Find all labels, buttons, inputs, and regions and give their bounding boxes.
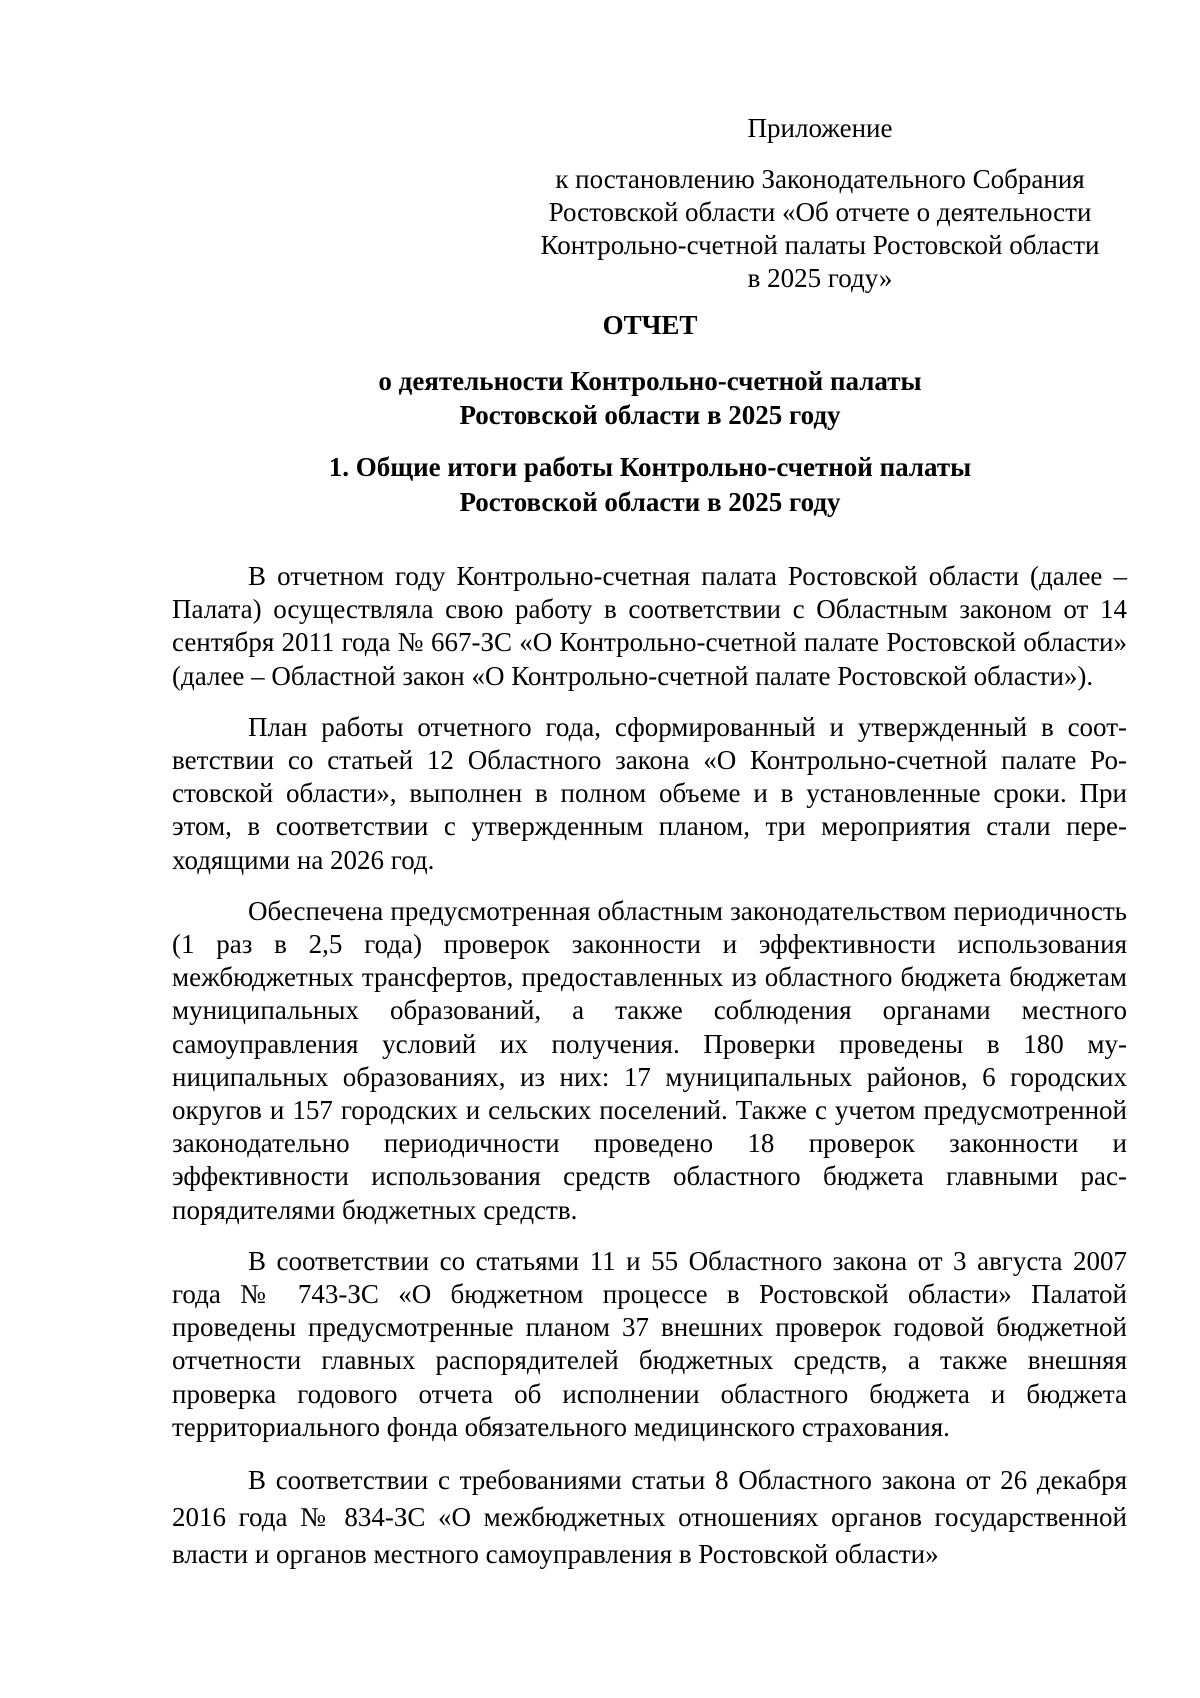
report-heading: [170, 308, 1130, 432]
appendix-title: Приложение: [747, 113, 893, 143]
paragraph: План работы отчетного года, сформированный и утвержденный в соответствии со статьей 12 Областного закона «О Контрольно-счетной палате Ростовской области», выполнен в полном объеме и в установленные сроки. При этом, в соответствии с утвержденным планом, три мероприятия стали переходящими на 2026 год.: [172, 711, 1127, 875]
paragraph: В отчетном году Контрольно-счетная палата Ростовской области (далее – Палата) осуществляла свою работу в соответствии с Областным законом от 14 сентября 2011 года № 667-ЗС «О Контрольно-счетной палате Ростовской области» (далее – Областной закон «О Контрольно-счетной палате Ростовской области»).: [172, 561, 1127, 691]
section-heading-line: 1. Общие итоги работы Контрольно-счетной палаты: [328, 452, 972, 482]
paragraph: В соответствии со статьями 11 и 55 Областного закона от 3 августа 2007 года № 743-ЗС «О бюджетном процессе в Ростовской области» Палатой проведены предусмотренные планом 37 внешних проверок годовой бюджетной отчетности главных распорядителей бюджетных средств, а также внешняя проверка годового отчета об исполнении областного бюджета и бюджета территориального фонда обязательного медицинского страхования.: [172, 1245, 1127, 1442]
paragraph: В соответствии с требованиями статьи 8 Областного закона от 26 декабря 2016 года № 834-ЗС «О межбюджетных отношениях органов государственной власти и органов местного самоуправления в Ростовской области»: [172, 1465, 1127, 1570]
appendix-block: [520, 112, 1120, 295]
paragraph: Обеспечена предусмотренная областным законодательством периодичность (1 раз в 2,5 года) проверок законности и эффективности использования межбюджетных трансфертов, предоставленных из областного бюджета бюджетам муниципальных образований, а также соблюдения органами местного самоуправления условий их получения. Проверки проведены в 180 муниципальных образованиях, из них: 17 муниципальных районов, 6 городских округов и 157 городских и сельских поселений. Также с учетом предусмотренной законодательно периодичности проведено 18 проверок законности и эффективности использования средств областного бюджета главными распорядителями бюджетных средств.: [172, 895, 1127, 1225]
appendix-line: в 2025 году»: [747, 263, 893, 293]
appendix-line: Ростовской области «Об отчете о деятельности: [548, 197, 1092, 227]
appendix-line: Контрольно-счетной палаты Ростовской области: [540, 230, 1100, 260]
section-heading-line: Ростовской области в 2025 году: [459, 487, 841, 517]
body-text: [172, 560, 1127, 1591]
report-subtitle-line: Ростовской области в 2025 году: [459, 400, 841, 430]
appendix-line: к постановлению Законодательного Собрания: [555, 164, 1085, 194]
section-heading: [170, 450, 1130, 520]
report-title: ОТЧЕТ: [602, 310, 698, 340]
report-subtitle-line: о деятельности Контрольно-счетной палаты: [378, 366, 922, 396]
